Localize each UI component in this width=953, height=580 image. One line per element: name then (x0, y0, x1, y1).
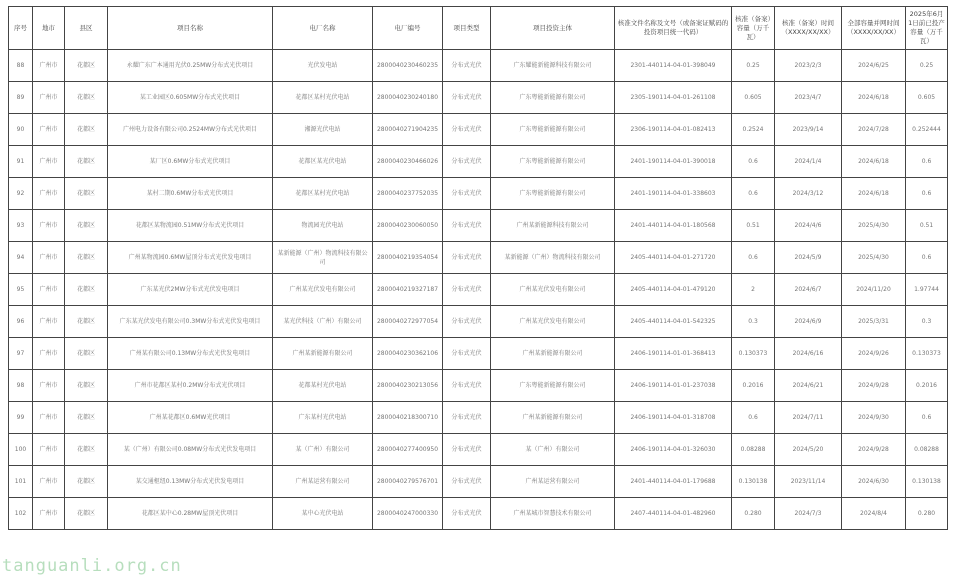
col-approval-date-cell: 2024/7/11 (775, 402, 842, 434)
col-project-type-cell: 分布式光伏 (443, 338, 491, 370)
col-plant-id-cell: 2800040230460235 (373, 50, 443, 82)
col-plant-name-cell: 某中心光伏电站 (273, 498, 373, 530)
col-plant-id-cell: 2800040271904235 (373, 114, 443, 146)
col-index-cell: 92 (9, 178, 33, 210)
col-index-cell: 94 (9, 242, 33, 274)
col-approval-code-cell: 2301-440114-04-01-398049 (615, 50, 732, 82)
col-project-name-cell: 某（广州）有限公司0.08MW分布式光伏发电项目 (108, 434, 273, 466)
col-district-cell: 花都区 (65, 338, 108, 370)
col-plant-name-cell: 花都区某村光伏电站 (273, 82, 373, 114)
col-city-cell: 广州市 (33, 242, 65, 274)
col-grid-date-cell: 2024/7/28 (842, 114, 906, 146)
col-grid-date-cell: 2024/11/20 (842, 274, 906, 306)
col-operational-capacity-cell: 0.252444 (906, 114, 948, 146)
col-capacity-cell: 0.25 (732, 50, 775, 82)
col-approval-date-cell: 2024/4/6 (775, 210, 842, 242)
col-operational-capacity-cell: 0.6 (906, 402, 948, 434)
col-project-name-cell: 永耀广东广本通用光伏0.25MW分布式光伏项目 (108, 50, 273, 82)
col-plant-name-cell: 广州某光伏发电有限公司 (273, 274, 373, 306)
col-city-cell: 广州市 (33, 402, 65, 434)
col-approval-code-cell: 2406-190114-04-01-318708 (615, 402, 732, 434)
col-plant-name-cell: 广东某村光伏电站 (273, 402, 373, 434)
watermark: tanguanli.org.cn (2, 556, 182, 576)
col-grid-date-cell: 2024/6/18 (842, 146, 906, 178)
col-project-name-cell: 某工业园区0.605MW分布式光伏项目 (108, 82, 273, 114)
col-capacity-cell: 0.6 (732, 146, 775, 178)
col-investor-cell: 广州某城市智慧技术有限公司 (491, 498, 615, 530)
col-operational-capacity-cell: 0.280 (906, 498, 948, 530)
col-project-type-cell: 分布式光伏 (443, 498, 491, 530)
table-row (9, 370, 948, 402)
col-city-cell: 广州市 (33, 466, 65, 498)
table-row (9, 338, 948, 370)
col-grid-date-cell: 2024/9/30 (842, 402, 906, 434)
col-project-type-cell: 分布式光伏 (443, 274, 491, 306)
col-plant-name-cell: 花都某村光伏电站 (273, 370, 373, 402)
col-approval-date-cell: 2024/6/7 (775, 274, 842, 306)
col-plant-id-cell: 2800040219327187 (373, 274, 443, 306)
col-grid-date-cell: 2024/9/28 (842, 434, 906, 466)
col-approval-code-cell: 2406-190114-01-01-368413 (615, 338, 732, 370)
col-project-name-cell: 广州某花都区0.6MW光伏项目 (108, 402, 273, 434)
col-plant-id-cell: 2800040230213056 (373, 370, 443, 402)
header-col-plant-name: 电厂名称 (273, 7, 373, 50)
col-project-type-cell: 分布式光伏 (443, 466, 491, 498)
col-approval-code-cell: 2401-440114-04-01-179688 (615, 466, 732, 498)
col-plant-id-cell: 2800040272977054 (373, 306, 443, 338)
col-city-cell: 广州市 (33, 210, 65, 242)
col-grid-date-cell: 2024/9/26 (842, 338, 906, 370)
col-city-cell: 广州市 (33, 338, 65, 370)
col-capacity-cell: 0.51 (732, 210, 775, 242)
col-capacity-cell: 0.2016 (732, 370, 775, 402)
col-approval-code-cell: 2401-190114-04-01-338603 (615, 178, 732, 210)
col-capacity-cell: 0.280 (732, 498, 775, 530)
col-approval-code-cell: 2407-440114-04-01-482960 (615, 498, 732, 530)
table-row (9, 50, 948, 82)
col-index-cell: 91 (9, 146, 33, 178)
col-plant-id-cell: 2800040237752035 (373, 178, 443, 210)
col-grid-date-cell: 2024/6/18 (842, 82, 906, 114)
col-index-cell: 99 (9, 402, 33, 434)
header-col-project-name: 项目名称 (108, 7, 273, 50)
col-plant-name-cell: 某光伏科技（广州）有限公司 (273, 306, 373, 338)
col-approval-date-cell: 2024/6/16 (775, 338, 842, 370)
col-approval-date-cell: 2023/4/7 (775, 82, 842, 114)
table-row (9, 434, 948, 466)
col-project-name-cell: 广州某物流园0.6MW屋顶分布式光伏发电项目 (108, 242, 273, 274)
col-city-cell: 广州市 (33, 434, 65, 466)
table-row (9, 498, 948, 530)
col-approval-date-cell: 2024/1/4 (775, 146, 842, 178)
col-city-cell: 广州市 (33, 306, 65, 338)
col-project-name-cell: 广州电力设备有限公司0.2524MW分布式光伏项目 (108, 114, 273, 146)
col-project-type-cell: 分布式光伏 (443, 50, 491, 82)
col-index-cell: 101 (9, 466, 33, 498)
header-col-operational-capacity: 2025年6月1日前已投产容量（万千瓦） (906, 7, 948, 50)
header-col-grid-date: 全部容量并网时间（XXXX/XX/XX） (842, 7, 906, 50)
header-col-approval-date: 核准（备案）时间（XXXX/XX/XX） (775, 7, 842, 50)
col-investor-cell: 广东粤能新能源有限公司 (491, 178, 615, 210)
col-operational-capacity-cell: 0.6 (906, 146, 948, 178)
table-row (9, 210, 948, 242)
col-operational-capacity-cell: 0.25 (906, 50, 948, 82)
col-plant-name-cell: 花都区某光伏电站 (273, 146, 373, 178)
col-index-cell: 98 (9, 370, 33, 402)
col-investor-cell: 广东粤能新能源有限公司 (491, 370, 615, 402)
col-approval-date-cell: 2023/11/14 (775, 466, 842, 498)
col-approval-date-cell: 2024/3/12 (775, 178, 842, 210)
col-project-name-cell: 花都区某中心0.28MW屋顶光伏项目 (108, 498, 273, 530)
col-operational-capacity-cell: 0.6 (906, 242, 948, 274)
col-approval-code-cell: 2405-440114-04-01-542325 (615, 306, 732, 338)
col-plant-id-cell: 2800040230466026 (373, 146, 443, 178)
col-plant-name-cell: 广州某运营有限公司 (273, 466, 373, 498)
col-plant-id-cell: 2800040230362106 (373, 338, 443, 370)
table-row (9, 274, 948, 306)
col-capacity-cell: 0.08288 (732, 434, 775, 466)
col-project-type-cell: 分布式光伏 (443, 242, 491, 274)
col-approval-date-cell: 2024/6/9 (775, 306, 842, 338)
col-project-name-cell: 某厂区0.6MW分布式光伏项目 (108, 146, 273, 178)
col-investor-cell: 某新能源（广州）物流科技有限公司 (491, 242, 615, 274)
col-city-cell: 广州市 (33, 50, 65, 82)
col-approval-code-cell: 2406-190114-04-01-326030 (615, 434, 732, 466)
col-index-cell: 95 (9, 274, 33, 306)
col-city-cell: 广州市 (33, 274, 65, 306)
col-project-type-cell: 分布式光伏 (443, 114, 491, 146)
col-operational-capacity-cell: 0.130138 (906, 466, 948, 498)
col-project-name-cell: 广东某光伏发电有限公司0.3MW分布式光伏发电项目 (108, 306, 273, 338)
col-index-cell: 96 (9, 306, 33, 338)
project-table (8, 6, 948, 530)
col-district-cell: 花都区 (65, 50, 108, 82)
col-plant-name-cell: 物流园光伏电站 (273, 210, 373, 242)
col-district-cell: 花都区 (65, 434, 108, 466)
col-investor-cell: 广州某新能源科技有限公司 (491, 210, 615, 242)
col-project-type-cell: 分布式光伏 (443, 146, 491, 178)
col-approval-date-cell: 2023/9/14 (775, 114, 842, 146)
col-grid-date-cell: 2025/3/31 (842, 306, 906, 338)
col-grid-date-cell: 2024/8/4 (842, 498, 906, 530)
col-index-cell: 89 (9, 82, 33, 114)
col-project-name-cell: 广州某有限公司0.13MW分布式光伏发电项目 (108, 338, 273, 370)
col-capacity-cell: 0.605 (732, 82, 775, 114)
header-col-index: 序号 (9, 7, 33, 50)
col-operational-capacity-cell: 0.605 (906, 82, 948, 114)
col-investor-cell: 广州某新能源有限公司 (491, 402, 615, 434)
col-index-cell: 90 (9, 114, 33, 146)
col-grid-date-cell: 2024/9/28 (842, 370, 906, 402)
col-project-type-cell: 分布式光伏 (443, 178, 491, 210)
col-plant-id-cell: 2800040277400950 (373, 434, 443, 466)
col-plant-id-cell: 2800040219354054 (373, 242, 443, 274)
col-investor-cell: 广州某新能源有限公司 (491, 338, 615, 370)
col-investor-cell: 广东粤能新能源有限公司 (491, 114, 615, 146)
col-grid-date-cell: 2024/6/25 (842, 50, 906, 82)
col-approval-code-cell: 2405-440114-04-01-479120 (615, 274, 732, 306)
col-investor-cell: 广东粤能新能源有限公司 (491, 146, 615, 178)
col-approval-code-cell: 2305-190114-04-01-261108 (615, 82, 732, 114)
table-row (9, 466, 948, 498)
col-city-cell: 广州市 (33, 178, 65, 210)
col-operational-capacity-cell: 1.97744 (906, 274, 948, 306)
col-project-type-cell: 分布式光伏 (443, 402, 491, 434)
col-index-cell: 93 (9, 210, 33, 242)
table-row (9, 178, 948, 210)
col-project-name-cell: 花都区某物流园0.51MW分布式光伏项目 (108, 210, 273, 242)
header-col-plant-id: 电厂编号 (373, 7, 443, 50)
col-project-name-cell: 某村二期0.6MW分布式光伏项目 (108, 178, 273, 210)
col-approval-date-cell: 2024/7/3 (775, 498, 842, 530)
col-district-cell: 花都区 (65, 210, 108, 242)
col-plant-id-cell: 2800040279576701 (373, 466, 443, 498)
col-city-cell: 广州市 (33, 498, 65, 530)
col-capacity-cell: 0.130373 (732, 338, 775, 370)
col-investor-cell: 广州某光伏发电有限公司 (491, 306, 615, 338)
col-approval-date-cell: 2024/5/20 (775, 434, 842, 466)
col-grid-date-cell: 2025/4/30 (842, 242, 906, 274)
col-approval-code-cell: 2406-190114-01-01-237038 (615, 370, 732, 402)
col-plant-name-cell: 湘源光伏电站 (273, 114, 373, 146)
col-project-type-cell: 分布式光伏 (443, 210, 491, 242)
col-operational-capacity-cell: 0.08288 (906, 434, 948, 466)
col-district-cell: 花都区 (65, 114, 108, 146)
col-district-cell: 花都区 (65, 466, 108, 498)
header-col-investor: 项目投资主体 (491, 7, 615, 50)
col-operational-capacity-cell: 0.3 (906, 306, 948, 338)
col-district-cell: 花都区 (65, 498, 108, 530)
header-col-approval-code: 核准文件名称及文号（或备案证赋码的投资项目统一代码） (615, 7, 732, 50)
col-district-cell: 花都区 (65, 178, 108, 210)
col-grid-date-cell: 2025/4/30 (842, 210, 906, 242)
col-approval-code-cell: 2401-440114-04-01-180568 (615, 210, 732, 242)
col-city-cell: 广州市 (33, 370, 65, 402)
col-operational-capacity-cell: 0.51 (906, 210, 948, 242)
col-district-cell: 花都区 (65, 274, 108, 306)
table-row (9, 82, 948, 114)
col-capacity-cell: 0.2524 (732, 114, 775, 146)
table-row (9, 402, 948, 434)
header-col-city: 地市 (33, 7, 65, 50)
col-approval-date-cell: 2023/2/3 (775, 50, 842, 82)
table-row (9, 306, 948, 338)
col-investor-cell: 广州某光伏发电有限公司 (491, 274, 615, 306)
col-city-cell: 广州市 (33, 82, 65, 114)
col-plant-name-cell: 某新能源（广州）物流科技有限公司 (273, 242, 373, 274)
col-investor-cell: 广州某运营有限公司 (491, 466, 615, 498)
col-capacity-cell: 2 (732, 274, 775, 306)
col-grid-date-cell: 2024/6/30 (842, 466, 906, 498)
col-plant-id-cell: 2800040247000330 (373, 498, 443, 530)
col-capacity-cell: 0.130138 (732, 466, 775, 498)
col-approval-code-cell: 2405-440114-04-01-271720 (615, 242, 732, 274)
table-header-row (9, 7, 948, 50)
col-district-cell: 花都区 (65, 370, 108, 402)
col-district-cell: 花都区 (65, 306, 108, 338)
col-capacity-cell: 0.6 (732, 402, 775, 434)
col-operational-capacity-cell: 0.6 (906, 178, 948, 210)
table-row (9, 146, 948, 178)
header-col-district: 县区 (65, 7, 108, 50)
col-approval-date-cell: 2024/6/21 (775, 370, 842, 402)
col-investor-cell: 广东耀能新能源科技有限公司 (491, 50, 615, 82)
col-project-name-cell: 广东某光伏2MW分布式光伏发电项目 (108, 274, 273, 306)
col-city-cell: 广州市 (33, 114, 65, 146)
table-row (9, 242, 948, 274)
col-grid-date-cell: 2024/6/18 (842, 178, 906, 210)
col-approval-code-cell: 2306-190114-04-01-082413 (615, 114, 732, 146)
col-capacity-cell: 0.3 (732, 306, 775, 338)
col-project-type-cell: 分布式光伏 (443, 82, 491, 114)
col-index-cell: 102 (9, 498, 33, 530)
col-plant-name-cell: 某（广州）有限公司 (273, 434, 373, 466)
col-investor-cell: 某（广州）有限公司 (491, 434, 615, 466)
col-approval-code-cell: 2401-190114-04-01-390018 (615, 146, 732, 178)
col-district-cell: 花都区 (65, 82, 108, 114)
col-operational-capacity-cell: 0.130373 (906, 338, 948, 370)
header-col-capacity: 核准（备案）容量（万千瓦） (732, 7, 775, 50)
col-city-cell: 广州市 (33, 146, 65, 178)
col-project-type-cell: 分布式光伏 (443, 434, 491, 466)
table-row (9, 114, 948, 146)
col-district-cell: 花都区 (65, 146, 108, 178)
col-district-cell: 花都区 (65, 402, 108, 434)
col-plant-id-cell: 2800040230240180 (373, 82, 443, 114)
col-approval-date-cell: 2024/5/9 (775, 242, 842, 274)
col-capacity-cell: 0.6 (732, 178, 775, 210)
header-col-project-type: 项目类型 (443, 7, 491, 50)
col-index-cell: 100 (9, 434, 33, 466)
col-index-cell: 97 (9, 338, 33, 370)
col-project-name-cell: 广州市花都区某村0.2MW分布式光伏项目 (108, 370, 273, 402)
col-project-name-cell: 某交通枢纽0.13MW分布式光伏发电项目 (108, 466, 273, 498)
col-project-type-cell: 分布式光伏 (443, 306, 491, 338)
col-plant-id-cell: 2800040230060050 (373, 210, 443, 242)
col-district-cell: 花都区 (65, 242, 108, 274)
col-plant-name-cell: 广州某新能源有限公司 (273, 338, 373, 370)
col-plant-name-cell: 花都区某村光伏电站 (273, 178, 373, 210)
col-plant-id-cell: 2800040218300710 (373, 402, 443, 434)
col-plant-name-cell: 光伏发电站 (273, 50, 373, 82)
col-investor-cell: 广东粤能新能源有限公司 (491, 82, 615, 114)
col-operational-capacity-cell: 0.2016 (906, 370, 948, 402)
col-capacity-cell: 0.6 (732, 242, 775, 274)
col-index-cell: 88 (9, 50, 33, 82)
col-project-type-cell: 分布式光伏 (443, 370, 491, 402)
